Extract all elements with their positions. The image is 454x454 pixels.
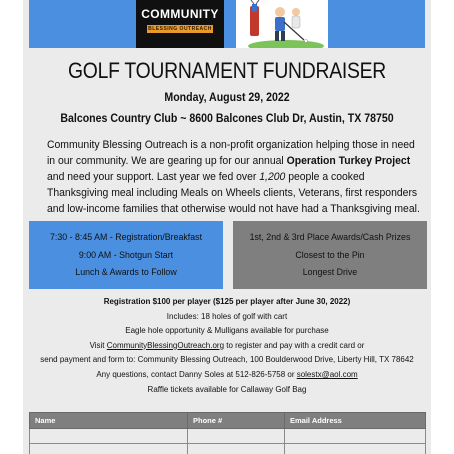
name-field[interactable] [30, 444, 188, 454]
contact-prefix: Any questions, contact Danny Soles at 512-826-5758 or [96, 368, 297, 379]
visit-line [37, 338, 416, 353]
awards-box [233, 221, 427, 289]
website-link[interactable]: CommunityBlessingOutreach.org [106, 339, 225, 350]
schedule-box [29, 221, 223, 289]
raffle-line: Raffle tickets available for Callaway Golf Bag [147, 383, 307, 394]
award-item: 1st, 2nd & 3rd Place Awards/Cash Prizes [249, 232, 411, 243]
schedule-item: 9:00 AM - Shotgun Start [78, 249, 174, 261]
intro-paragraph [47, 137, 423, 217]
schedule-item: Lunch & Awards to Follow [75, 267, 177, 278]
golfer-cartoon-icon [236, 0, 328, 48]
table-header-row [30, 413, 426, 429]
contact-line [37, 367, 416, 382]
visit-suffix: to register and pay with a credit card or [224, 339, 365, 350]
schedule-item: 7:30 - 8:45 AM - Registration/Breakfast [49, 232, 203, 243]
intro-text-1: Community Blessing Outreach is a non-profit organization helping those in need in our community. We are gearing up for our annual [47, 139, 415, 167]
mail-line: send payment and form to: Community Blessing Outreach, 100 Boulderwood Drive, Liberty Hill, TX 78642 [40, 354, 414, 365]
name-field[interactable] [30, 429, 188, 444]
phone-field[interactable] [188, 429, 285, 444]
email-field[interactable] [285, 429, 426, 444]
email-field[interactable] [285, 444, 426, 454]
event-venue: Balcones Country Club ~ 8600 Balcones Club Dr, Austin, TX 78750 [60, 113, 394, 125]
visit-prefix: Visit [89, 339, 107, 350]
award-item: Longest Drive [302, 267, 358, 278]
table-row [30, 444, 426, 454]
page-title: GOLF TOURNAMENT FUNDRAISER [67, 58, 386, 83]
registration-price: Registration $100 per player ($125 per player after June 30, 2022) [103, 296, 351, 306]
intro-text-3: people a cooked Thanksgiving meal including Meals on Wheels clients, Veterans, first responders and low-income families that otherwise would not have had a Thanksgiving meal. [47, 171, 420, 215]
intro-meal-count: 1,200 [259, 171, 286, 183]
header-band [29, 0, 425, 48]
column-header-phone: Phone # [188, 413, 285, 429]
logo-tagline: BLESSING OUTREACH [148, 26, 212, 32]
golf-cartoon-image [236, 0, 328, 48]
intro-project-name: Operation Turkey Project [286, 155, 411, 167]
email-link[interactable]: solestx@aol.com [296, 368, 358, 379]
table-row [30, 429, 426, 444]
includes-line: Includes: 18 holes of golf with cart [166, 310, 288, 321]
column-header-email: Email Address [285, 413, 426, 429]
phone-field[interactable] [188, 444, 285, 454]
eagle-line: Eagle hole opportunity & Mulligans available for purchase [125, 325, 329, 336]
award-item: Closest to the Pin [295, 249, 365, 261]
intro-text-2: and need your support. Last year we fed over [47, 171, 260, 183]
community-blessing-logo [136, 0, 224, 48]
column-header-name: Name [30, 413, 188, 429]
registration-details [23, 294, 431, 396]
event-date: Monday, August 29, 2022 [164, 92, 290, 104]
registration-form-table [29, 412, 426, 454]
logo-text: COMMUNITY [141, 7, 219, 21]
